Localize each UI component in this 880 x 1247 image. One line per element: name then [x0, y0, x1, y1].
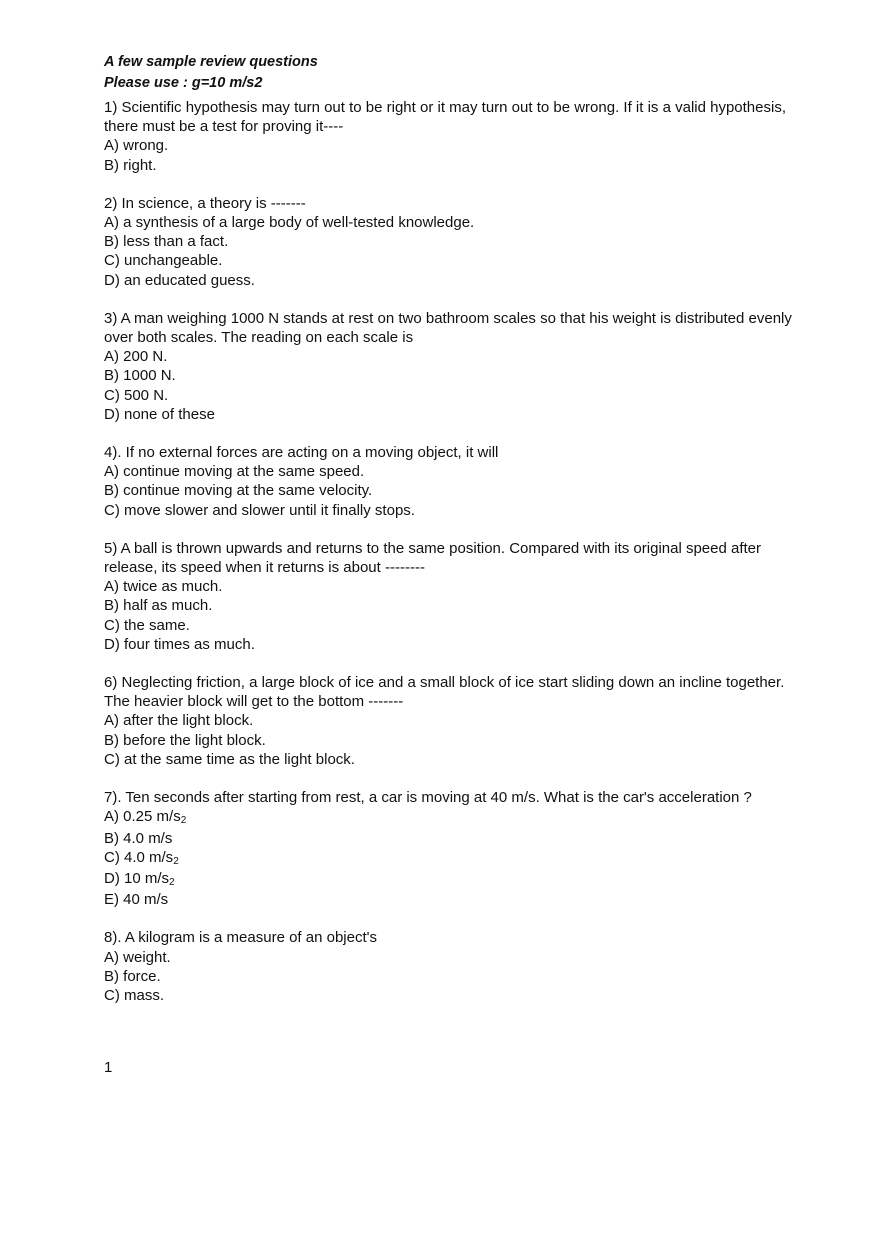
- page-number: 1: [104, 1059, 113, 1076]
- option-label: B): [104, 597, 119, 615]
- question-text: 2) In science, a theory is -------: [104, 194, 306, 212]
- unit-exponent: 2: [180, 815, 187, 827]
- option-label: C): [104, 616, 120, 634]
- question-text: 7). Ten seconds after starting from rest, a car is moving at 40 m/s. What is the car's acceleration ?: [104, 789, 752, 807]
- option-label: A): [104, 214, 119, 232]
- answer-option: [104, 386, 804, 405]
- option-text: after the light block.: [123, 712, 254, 730]
- answer-option: [104, 501, 804, 520]
- option-label: A): [104, 578, 119, 596]
- option-text: none of these: [124, 405, 215, 423]
- answer-option: [104, 890, 804, 909]
- answer-option: [104, 213, 804, 232]
- option-label: A): [104, 137, 119, 155]
- option-text: 0.25 m/s: [123, 808, 181, 826]
- option-label: A): [104, 348, 119, 366]
- option-text: a synthesis of a large body of well-tested knowledge.: [123, 214, 475, 232]
- option-label: D): [104, 271, 120, 289]
- option-text: continue moving at the same velocity.: [123, 482, 373, 500]
- question-5: [104, 539, 804, 654]
- document-title: A few sample review questions: [104, 54, 318, 70]
- answer-option: [104, 616, 804, 635]
- option-label: B): [104, 367, 119, 385]
- option-text: 1000 N.: [123, 367, 176, 385]
- question-7: [104, 788, 804, 909]
- option-label: A): [104, 463, 119, 481]
- option-text: an educated guess.: [124, 271, 255, 289]
- answer-option: [104, 750, 804, 769]
- question-text: 8). A kilogram is a measure of an object's: [104, 929, 377, 947]
- option-label: B): [104, 829, 119, 847]
- unit-exponent: 2: [173, 855, 179, 867]
- answer-option: [104, 481, 804, 500]
- option-text: before the light block.: [123, 731, 266, 749]
- option-label: C): [104, 501, 120, 519]
- option-text: twice as much.: [123, 578, 223, 596]
- option-label: C): [104, 986, 120, 1004]
- question-text: 6) Neglecting friction, a large block of ice and a small block of ice start sliding down an incline together. The heavier block will get to the bottom -------: [104, 674, 785, 711]
- option-label: B): [104, 482, 119, 500]
- option-label: B): [104, 731, 119, 749]
- option-label: A): [104, 712, 119, 730]
- option-label: C): [104, 386, 120, 404]
- question-8: [104, 928, 804, 1005]
- question-text: 1) Scientific hypothesis may turn out to be right or it may turn out to be wrong. If it is a valid hypothesis, there must be a test for proving it----: [104, 99, 786, 136]
- option-label: C): [104, 252, 120, 270]
- answer-option: [104, 829, 804, 848]
- answer-option: [104, 711, 804, 730]
- unit-exponent: 2: [169, 876, 175, 888]
- answer-option: [104, 405, 804, 424]
- option-label: C): [104, 750, 120, 768]
- option-text: weight.: [123, 948, 171, 966]
- answer-option: [104, 848, 804, 869]
- option-label: B): [104, 156, 119, 174]
- answer-option: [104, 136, 804, 155]
- option-text: 200 N.: [123, 348, 168, 366]
- answer-option: [104, 462, 804, 481]
- question-2: [104, 194, 804, 290]
- option-text: four times as much.: [124, 635, 255, 653]
- question-text: 4). If no external forces are acting on a moving object, it will: [104, 444, 499, 462]
- answer-option: [104, 869, 804, 890]
- option-text: 500 N.: [124, 386, 169, 404]
- document-subtitle: Please use : g=10 m/s2: [104, 75, 263, 91]
- question-1: [104, 98, 804, 175]
- question-6: [104, 673, 804, 769]
- option-label: C): [104, 848, 120, 866]
- option-label: D): [104, 869, 120, 887]
- answer-option: [104, 232, 804, 251]
- answer-option: [104, 807, 804, 828]
- answer-option: [104, 967, 804, 986]
- document-page: [104, 52, 804, 1024]
- answer-option: [104, 948, 804, 967]
- option-label: B): [104, 233, 119, 251]
- option-label: B): [104, 967, 119, 985]
- option-text: mass.: [124, 986, 165, 1004]
- option-text: move slower and slower until it finally stops.: [124, 501, 415, 519]
- answer-option: [104, 366, 804, 385]
- option-text: wrong.: [123, 137, 169, 155]
- option-text: force.: [123, 967, 161, 985]
- answer-option: [104, 156, 804, 175]
- answer-option: [104, 271, 804, 290]
- question-3: [104, 309, 804, 424]
- answer-option: [104, 596, 804, 615]
- option-text: half as much.: [123, 597, 213, 615]
- answer-option: [104, 251, 804, 270]
- answer-option: [104, 347, 804, 366]
- question-4: [104, 443, 804, 520]
- question-list: [104, 98, 804, 1005]
- answer-option: [104, 577, 804, 596]
- option-label: D): [104, 405, 120, 423]
- answer-option: [104, 731, 804, 750]
- option-text: unchangeable.: [124, 252, 223, 270]
- option-text: 4.0 m/s: [123, 829, 173, 847]
- option-label: A): [104, 808, 119, 826]
- answer-option: [104, 635, 804, 654]
- option-label: E): [104, 891, 119, 909]
- option-label: D): [104, 635, 120, 653]
- answer-option: [104, 986, 804, 1005]
- option-text: at the same time as the light block.: [124, 750, 355, 768]
- option-text: right.: [123, 156, 157, 174]
- option-text: 40 m/s: [123, 891, 169, 909]
- option-text: 10 m/s: [124, 869, 170, 887]
- option-text: less than a fact.: [123, 233, 229, 251]
- option-text: the same.: [124, 616, 190, 634]
- option-label: A): [104, 948, 119, 966]
- question-text: 5) A ball is thrown upwards and returns to the same position. Compared with its original speed after release, its speed when it returns is about --------: [104, 539, 762, 577]
- question-text: 3) A man weighing 1000 N stands at rest on two bathroom scales so that his weight is distributed evenly over both scales. The reading on each scale is: [104, 309, 792, 347]
- option-text: 4.0 m/s: [124, 848, 174, 866]
- option-text: continue moving at the same speed.: [123, 463, 365, 481]
